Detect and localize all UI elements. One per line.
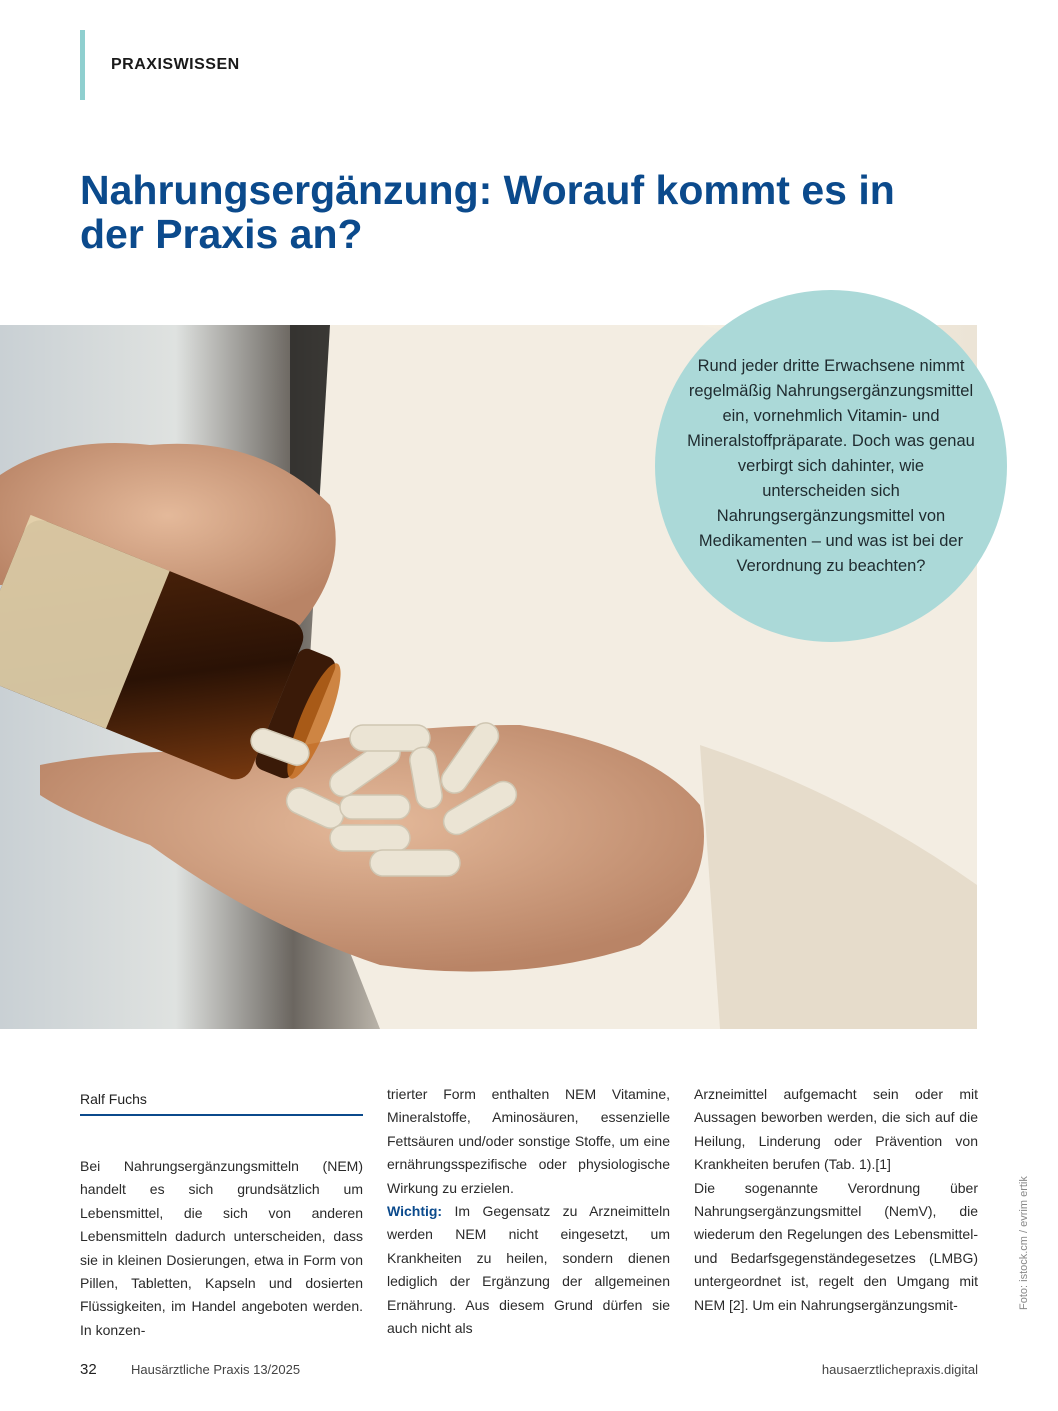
article-headline: Nahrungsergänzung: Worauf kommt es in der Praxis an? <box>80 167 895 257</box>
body-col3-para2: Die sogenannte Verordnung über Nahrungsergänzungsmittel (NemV), die wiederum den Regelungen des Lebensmittel- und Bedarfsgegenständegesetzes (LMBG) untergeordnet ist, regelt den Umgang mit NEM [2]. Um ein Nahrungsergänzungsmit- <box>694 1179 978 1313</box>
body-col3-para1: Arzneimittel aufgemacht sein oder mit Aussagen beworben werden, die sich auf die Heilung, Linderung oder Prävention von Krankheiten berufen (Tab. 1).[1] <box>694 1086 978 1173</box>
section-kicker: PRAXISWISSEN <box>111 56 240 73</box>
body-column-2 <box>387 1083 670 1340</box>
body-column-1: Bei Nahrungsergänzungsmitteln (NEM) handelt es sich grundsätzlich um Lebensmittel, die sich von anderen Lebensmitteln dadurch unterscheiden, dass sie in kleinen Dosierungen, etwa in Form von Pillen, Tabletten, Kapseln und dosierten Flüssigkeiten, im Handel angeboten werden. In konzen- <box>80 1158 363 1338</box>
body-col2-rest: Im Gegensatz zu Arzneimitteln werden NEM nicht eingesetzt, um Krankheiten zu heilen, sondern dienen lediglich der Ergänzung der allgemeinen Ernährung. Aus diesem Grund dürfen sie auch nicht als <box>387 1203 670 1337</box>
photo-credit: Foto: istock.cm / evrim ertik <box>1018 1176 1030 1310</box>
body-col2-intro: trierter Form enthalten NEM Vitamine, Mineralstoffe, Aminosäuren, essenzielle Fettsäuren und/oder sonstige Stoffe, um eine ernährungsspezifische oder physiologische Wirkung zu erzielen. <box>387 1086 670 1196</box>
website-link[interactable]: hausaerztlichepraxis.digital <box>821 1362 978 1377</box>
body-column-3 <box>694 1083 978 1317</box>
section-accent-bar <box>80 30 85 100</box>
journal-name: Hausärztliche Praxis 13/2025 <box>131 1362 301 1377</box>
teaser-bubble <box>655 290 1007 642</box>
author-divider <box>80 1114 363 1116</box>
page-number: 32 <box>80 1361 97 1378</box>
teaser-text: Rund jeder dritte Erwachsene nimmt regelmäßig Nahrungsergänzungsmittel ein, vornehmlich Vitamin- und Mineralstoffpräparate. Doch was genau verbirgt sich dahinter, wie unterscheiden sich Nahrungsergänzungsmittel von Medikamenten – und was ist bei der Verordnung zu beachten? <box>687 356 975 575</box>
important-label: Wichtig: <box>387 1203 443 1220</box>
author-name: Ralf Fuchs <box>80 1091 147 1107</box>
